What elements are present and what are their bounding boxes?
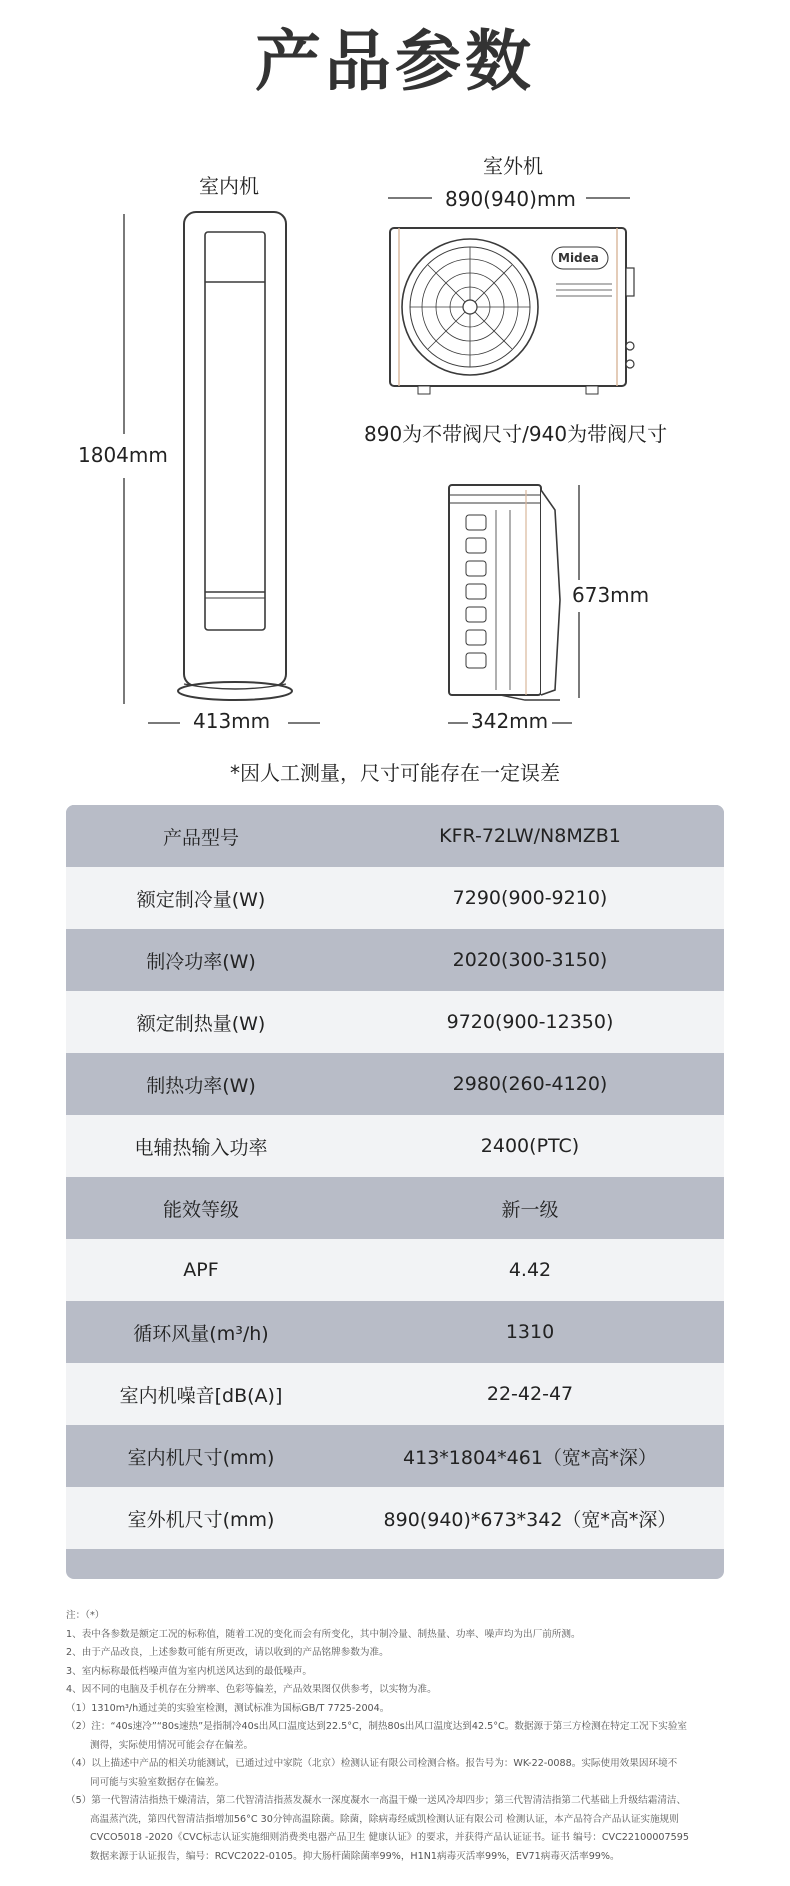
spec-name: 室外机尺寸(mm)	[127, 1508, 275, 1531]
table-row	[66, 805, 724, 867]
table-row	[66, 1053, 724, 1115]
outdoor-depth-dimension: 342mm	[471, 709, 549, 733]
spec-name: 能效等级	[162, 1198, 239, 1221]
spec-value: 2020(300-3150)	[452, 949, 608, 971]
footnote-line: （1）1310m³/h通过美的实验室检测，测试标准为国标GB/T 7725-2004。	[66, 1702, 390, 1714]
spec-name: 额定制热量(W)	[136, 1012, 266, 1035]
table-row	[66, 1115, 724, 1177]
spec-table	[66, 805, 724, 1579]
footnote-line: （5）第一代智清洁指热干燥清洁，第二代智清洁指蒸发凝水一深度凝水一高温干燥一送风冷却四步；第三代智清洁指第二代基础上升级结霜清洁、	[66, 1795, 687, 1806]
indoor-width-dimension: 413mm	[193, 709, 271, 733]
footnote-line: 3、室内标称最低档噪声值为室内机送风达到的最低噪声。	[66, 1665, 312, 1677]
spec-name: 制冷功率(W)	[146, 950, 256, 973]
measurement-note: *因人工测量，尺寸可能存在一定误差	[230, 761, 560, 785]
footnote-line: 1、表中各参数是额定工况的标称值，随着工况的变化而会有所变化，其中制冷量、制热量、功率、噪声均为出厂前所测。	[66, 1628, 581, 1640]
spec-name: 额定制冷量(W)	[136, 888, 266, 911]
footnote-line: 2、由于产品改良，上述参数可能有所更改，请以收到的产品铭牌参数为准。	[66, 1647, 389, 1658]
table-row	[66, 929, 724, 991]
spec-name: 循环风量(m³/h)	[133, 1322, 269, 1345]
indoor-unit-label: 室内机	[199, 174, 259, 198]
spec-value: 413*1804*461（宽*高*深）	[403, 1446, 657, 1469]
outdoor-height-line-bottom	[578, 612, 580, 698]
spec-value: 4.42	[508, 1259, 552, 1281]
spec-name: 电辅热输入功率	[134, 1136, 268, 1159]
footnote-line: 高温蒸汽洗，第四代智清洁指增加56°C 30分钟高温除菌。除菌，除病毒经威凯检测认证有限公司 检测认证，本产品符合产品认证实施规则	[90, 1813, 679, 1825]
spec-name: 室内机尺寸(mm)	[127, 1446, 275, 1469]
outdoor-unit-side-drawing	[0, 0, 790, 740]
spec-value: 22-42-47	[486, 1383, 574, 1405]
table-row	[66, 991, 724, 1053]
spec-value: 890(940)*673*342（宽*高*深）	[383, 1508, 677, 1531]
indoor-height-dimension: 1804mm	[78, 443, 168, 467]
outdoor-valve-caption: 890为不带阀尺寸/940为带阀尺寸	[364, 422, 668, 446]
table-row	[66, 1425, 724, 1487]
spec-name: 室内机噪音[dB(A)]	[119, 1384, 283, 1407]
spec-value: 7290(900-9210)	[452, 887, 608, 909]
table-row	[66, 1363, 724, 1425]
footnote-line: （4）以上描述中产品的相关功能测试，已通过过中家院（北京）检测认证有限公司检测合格。报告号为：WK-22-0088。实际使用效果因环境不	[66, 1758, 678, 1769]
footnote-line: 4、因不同的电脑及手机存在分辨率、色彩等偏差，产品效果图仅供参考，以实物为准。	[66, 1684, 437, 1695]
spec-name: 产品型号	[162, 826, 239, 849]
spec-name: APF	[183, 1259, 219, 1281]
spec-name: 制热功率(W)	[146, 1074, 256, 1097]
midea-logo: Midea	[558, 251, 599, 265]
footnote-line: CVCO5018 -2020《CVC标志认证实施细则消费类电器产品卫生 健康认证》的要求，并获得产品认证证书。证书 编号：CVC22100007595	[90, 1832, 689, 1843]
outdoor-depth-line-right	[552, 722, 572, 724]
table-row	[66, 867, 724, 929]
footnote-line: 注：（*）	[66, 1610, 105, 1621]
outdoor-unit-label: 室外机	[483, 154, 543, 178]
table-row	[66, 1301, 724, 1363]
table-row	[66, 1487, 724, 1549]
spec-value: KFR-72LW/N8MZB1	[439, 825, 621, 847]
spec-value: 9720(900-12350)	[446, 1011, 614, 1033]
footnote-line: （2）注：“40s速冷”“80s速热”是指制冷40s出风口温度达到22.5°C，制热80s出风口温度达到42.5°C。数据源于第三方检测在特定工况下实验室	[66, 1721, 688, 1732]
footnote-line: 测得，实际使用情况可能会存在偏差。	[90, 1739, 254, 1751]
footnote-line: 同可能与实验室数据存在偏差。	[90, 1776, 225, 1788]
page-title: 产品参数	[255, 23, 535, 100]
outdoor-height-line-top	[578, 485, 580, 580]
outdoor-height-dimension: 673mm	[572, 583, 650, 607]
table-row	[66, 1177, 724, 1239]
footnotes	[66, 1607, 746, 1866]
spec-value: 2980(260-4120)	[452, 1073, 608, 1095]
spec-value: 1310	[505, 1321, 555, 1343]
table-row	[66, 1239, 724, 1301]
outdoor-depth-line-left	[448, 722, 468, 724]
spec-value: 新一级	[501, 1198, 559, 1221]
footnote-line: 数据来源于认证报告，编号：RCVC2022-0105。抑大肠杆菌除菌率99%，H1N1病毒灭活率99%，EV71病毒灭活率99%。	[90, 1850, 620, 1862]
spec-value: 2400(PTC)	[480, 1135, 580, 1157]
outdoor-width-dimension: 890(940)mm	[445, 187, 576, 211]
